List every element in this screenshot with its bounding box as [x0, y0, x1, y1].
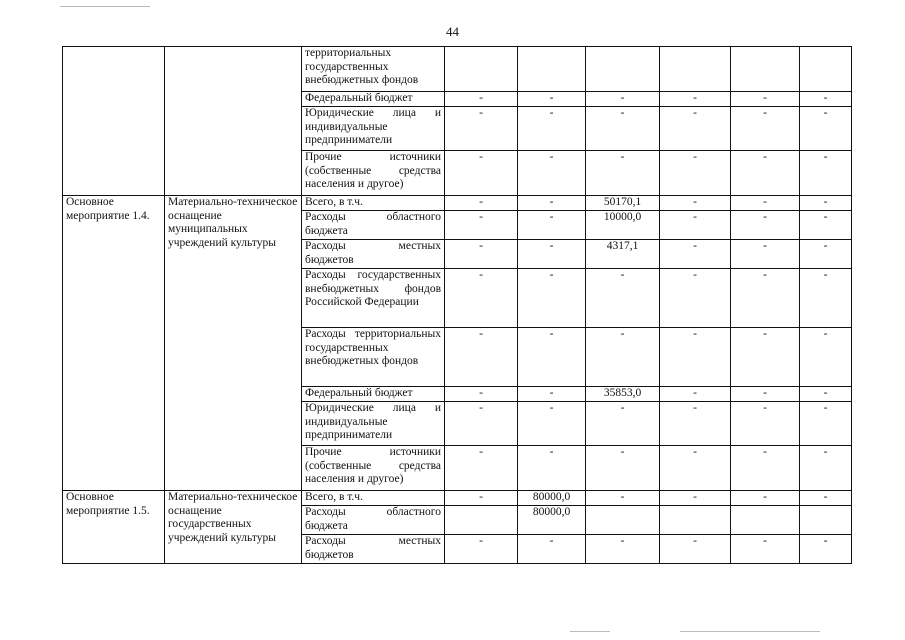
table-row — [63, 47, 852, 92]
value-cell: 10000,0 — [586, 211, 660, 240]
value-cell: - — [445, 196, 518, 211]
source-cell: Всего, в т.ч. — [302, 491, 445, 506]
value-cell: 80000,0 — [518, 491, 586, 506]
value-cell: - — [518, 402, 586, 446]
value-cell: - — [660, 269, 731, 328]
value-cell — [445, 47, 518, 92]
value-cell: - — [800, 328, 852, 387]
value-cell: - — [800, 151, 852, 196]
value-cell: - — [800, 196, 852, 211]
value-cell: - — [731, 328, 800, 387]
activity-label-cell — [63, 47, 165, 196]
value-cell: - — [800, 211, 852, 240]
value-cell — [445, 506, 518, 535]
source-cell: Всего, в т.ч. — [302, 196, 445, 211]
value-cell: - — [800, 387, 852, 402]
value-cell: - — [586, 151, 660, 196]
value-cell: - — [800, 446, 852, 491]
value-cell: - — [518, 196, 586, 211]
value-cell: - — [800, 491, 852, 506]
value-cell: - — [518, 269, 586, 328]
value-cell — [586, 47, 660, 92]
value-cell: - — [731, 151, 800, 196]
value-cell: - — [731, 196, 800, 211]
value-cell: - — [586, 328, 660, 387]
source-cell: Расходы территориальных государственных внебюджетных фондов — [302, 328, 445, 387]
value-cell: - — [586, 269, 660, 328]
activity-title-cell: Материально-техническое оснащение муниципальных учреждений культуры — [165, 196, 302, 491]
source-cell: Прочие источники (собственные средства населения и другое) — [302, 446, 445, 491]
page-number: 44 — [446, 24, 459, 39]
value-cell: - — [660, 211, 731, 240]
value-cell: - — [660, 446, 731, 491]
value-cell: - — [800, 240, 852, 269]
value-cell: - — [731, 402, 800, 446]
table-row — [63, 491, 852, 506]
source-cell: Юридические лица и индивидуальные предприниматели — [302, 402, 445, 446]
value-cell: - — [660, 535, 731, 564]
table-row — [63, 196, 852, 211]
value-cell: - — [800, 107, 852, 151]
source-cell: Расходы областного бюджета — [302, 506, 445, 535]
scan-mark — [570, 631, 610, 632]
value-cell — [731, 506, 800, 535]
value-cell: - — [731, 211, 800, 240]
value-cell: - — [445, 402, 518, 446]
value-cell: - — [660, 328, 731, 387]
value-cell: - — [445, 535, 518, 564]
value-cell — [660, 506, 731, 535]
source-cell: Расходы местных бюджетов — [302, 240, 445, 269]
value-cell: - — [445, 92, 518, 107]
value-cell: 4317,1 — [586, 240, 660, 269]
source-cell: Федеральный бюджет — [302, 387, 445, 402]
value-cell: - — [586, 107, 660, 151]
value-cell: - — [518, 387, 586, 402]
value-cell: - — [518, 211, 586, 240]
activity-label-cell: Основное мероприятие 1.4. — [63, 196, 165, 491]
value-cell: - — [586, 446, 660, 491]
value-cell: - — [660, 196, 731, 211]
value-cell: - — [586, 491, 660, 506]
source-cell: Расходы государственных внебюджетных фондов Российской Федерации — [302, 269, 445, 328]
value-cell — [800, 506, 852, 535]
value-cell: - — [445, 269, 518, 328]
value-cell: 50170,1 — [586, 196, 660, 211]
value-cell: - — [731, 446, 800, 491]
value-cell: - — [731, 240, 800, 269]
value-cell: - — [800, 535, 852, 564]
source-cell: территориальных государственных внебюджетных фондов — [302, 47, 445, 92]
value-cell: - — [518, 151, 586, 196]
value-cell: 80000,0 — [518, 506, 586, 535]
value-cell — [731, 47, 800, 92]
value-cell: - — [445, 151, 518, 196]
value-cell: - — [660, 151, 731, 196]
value-cell: - — [660, 387, 731, 402]
value-cell: - — [660, 92, 731, 107]
value-cell: - — [660, 240, 731, 269]
value-cell — [518, 47, 586, 92]
value-cell: - — [445, 387, 518, 402]
value-cell: - — [445, 240, 518, 269]
value-cell: - — [731, 387, 800, 402]
value-cell: - — [731, 535, 800, 564]
budget-table — [62, 46, 852, 564]
top-rule — [60, 6, 150, 7]
value-cell: - — [445, 211, 518, 240]
scan-mark — [680, 631, 820, 632]
value-cell: - — [518, 535, 586, 564]
value-cell: 35853,0 — [586, 387, 660, 402]
source-cell: Расходы областного бюджета — [302, 211, 445, 240]
activity-title-cell — [165, 47, 302, 196]
value-cell: - — [586, 92, 660, 107]
value-cell: - — [660, 107, 731, 151]
value-cell: - — [518, 92, 586, 107]
value-cell — [586, 506, 660, 535]
value-cell: - — [518, 328, 586, 387]
value-cell: - — [518, 107, 586, 151]
source-cell: Расходы местных бюджетов — [302, 535, 445, 564]
value-cell: - — [800, 92, 852, 107]
value-cell: - — [445, 491, 518, 506]
value-cell: - — [731, 269, 800, 328]
value-cell: - — [445, 328, 518, 387]
source-cell: Федеральный бюджет — [302, 92, 445, 107]
value-cell: - — [445, 107, 518, 151]
activity-label-cell: Основное мероприятие 1.5. — [63, 491, 165, 564]
value-cell: - — [731, 92, 800, 107]
value-cell — [800, 47, 852, 92]
value-cell: - — [445, 446, 518, 491]
value-cell: - — [660, 491, 731, 506]
source-cell: Прочие источники (собственные средства населения и другое) — [302, 151, 445, 196]
value-cell: - — [660, 402, 731, 446]
value-cell: - — [586, 402, 660, 446]
value-cell — [660, 47, 731, 92]
source-cell: Юридические лица и индивидуальные предприниматели — [302, 107, 445, 151]
value-cell: - — [731, 107, 800, 151]
value-cell: - — [731, 491, 800, 506]
value-cell: - — [800, 402, 852, 446]
value-cell: - — [586, 535, 660, 564]
value-cell: - — [800, 269, 852, 328]
value-cell: - — [518, 446, 586, 491]
value-cell: - — [518, 240, 586, 269]
activity-title-cell: Материально-техническое оснащение государственных учреждений культуры — [165, 491, 302, 564]
